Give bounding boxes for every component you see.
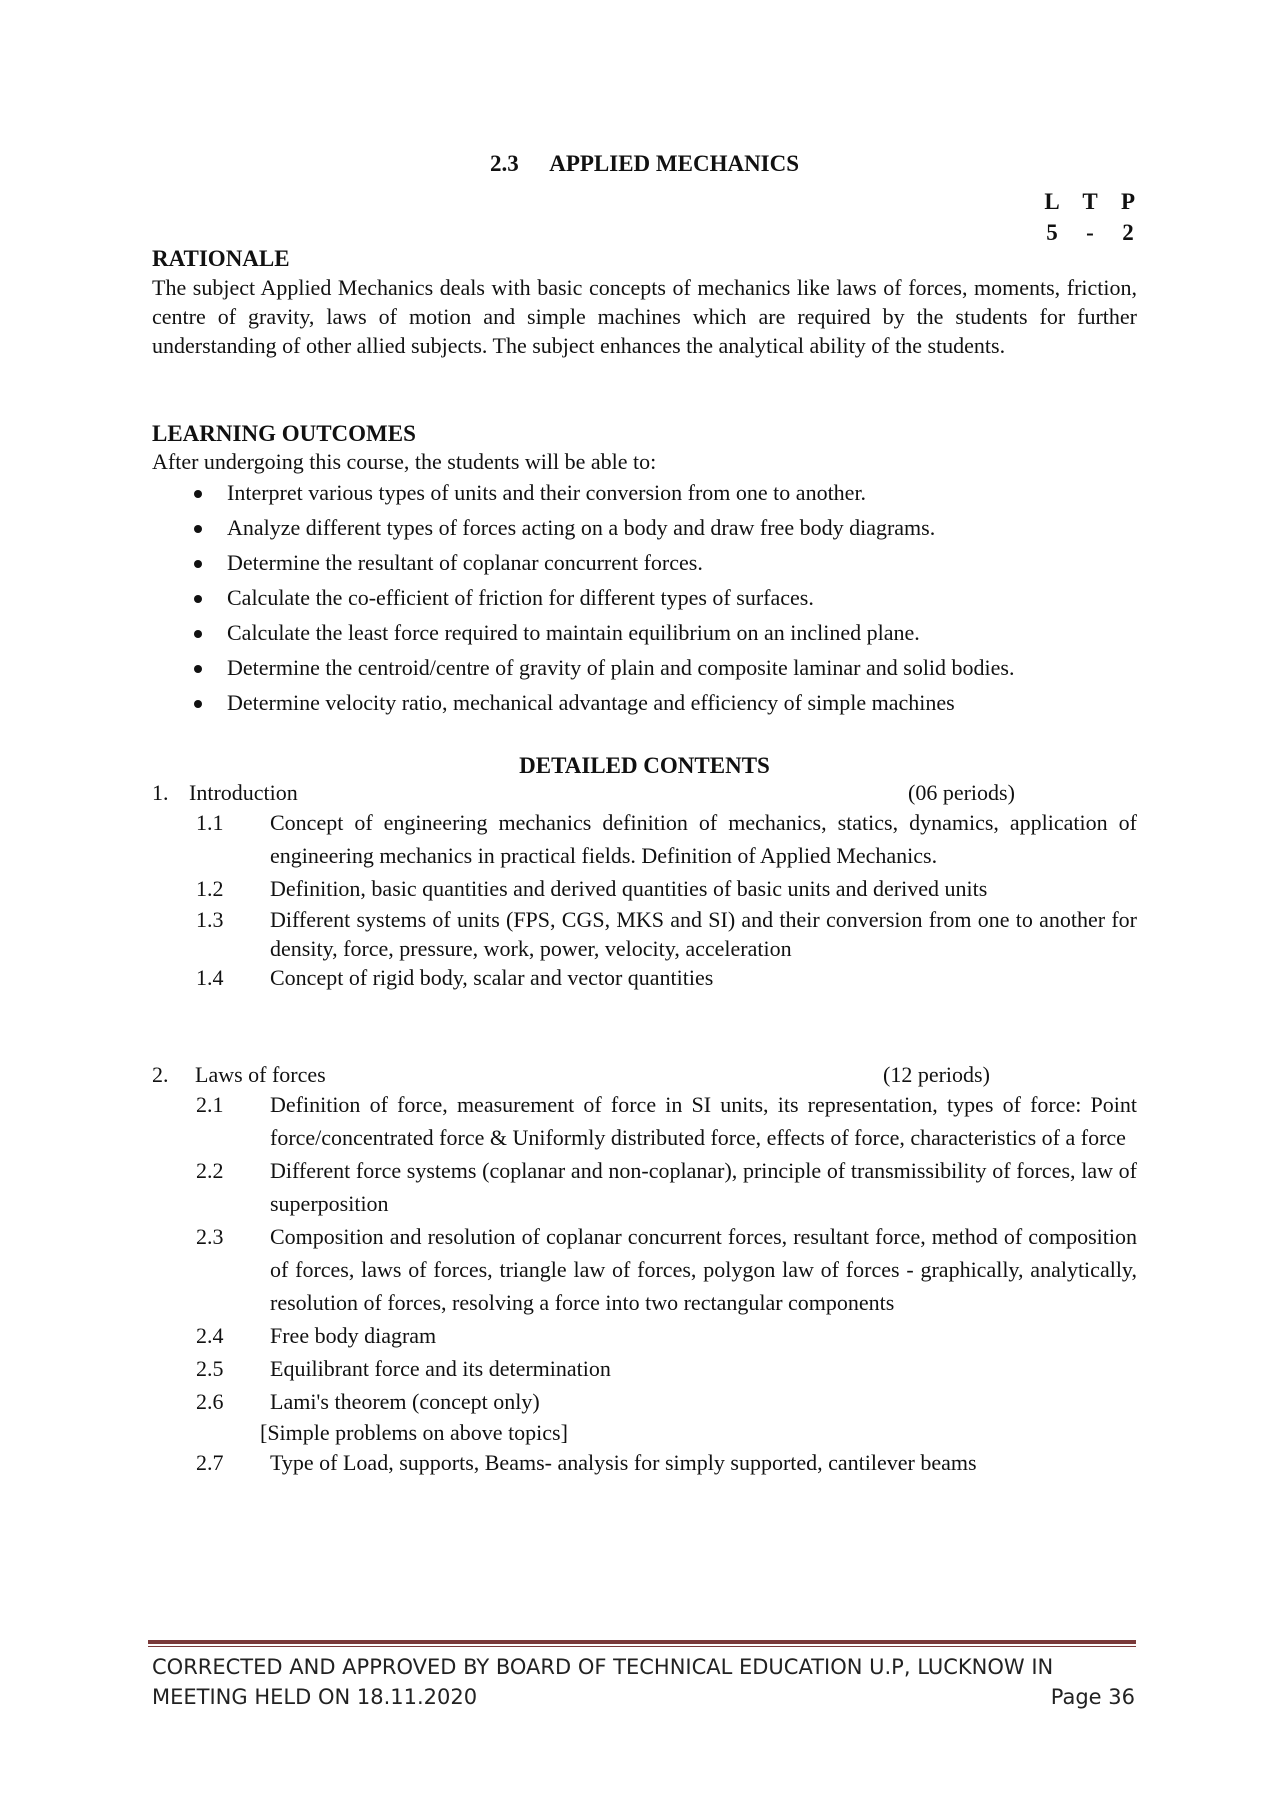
topic-note: [Simple problems on above topics] bbox=[260, 1420, 568, 1445]
unit-number: 2. bbox=[152, 1062, 169, 1087]
topic-number: 1.2 bbox=[196, 876, 224, 901]
topic-item bbox=[152, 1154, 1137, 1220]
bullet-icon bbox=[194, 595, 202, 603]
topic-number: 2.3 bbox=[196, 1224, 224, 1249]
list-item bbox=[152, 688, 1137, 723]
topic-text: Equilibrant force and its determination bbox=[270, 1356, 611, 1381]
topic-number: 2.2 bbox=[196, 1158, 224, 1183]
unit-1-items bbox=[152, 806, 1137, 992]
topic-text: Lami's theorem (concept only) bbox=[270, 1389, 540, 1414]
topic-number: 1.1 bbox=[196, 810, 224, 835]
unit-title: Laws of forces bbox=[195, 1062, 326, 1087]
topic-item bbox=[152, 872, 1137, 905]
learning-outcomes-section bbox=[152, 420, 1137, 723]
topic-item bbox=[152, 1319, 1137, 1352]
topic-number: 2.7 bbox=[196, 1450, 224, 1475]
topic-text: Definition, basic quantities and derived quantities of basic units and derived units bbox=[270, 876, 988, 901]
unit-title: Introduction bbox=[189, 780, 298, 805]
topic-text: Different systems of units (FPS, CGS, MKS and SI) and their conversion from one to another for density, force, pressure, work, power, velocity, acceleration bbox=[270, 907, 1137, 961]
topic-item bbox=[152, 905, 1137, 963]
topic-item bbox=[152, 1385, 1137, 1418]
topic-item bbox=[152, 963, 1137, 992]
footer-line-1: CORRECTED AND APPROVED BY BOARD OF TECHNICAL EDUCATION U.P, LUCKNOW IN bbox=[152, 1655, 1054, 1679]
topic-number: 2.5 bbox=[196, 1356, 224, 1381]
page-footer bbox=[152, 1652, 1135, 1712]
outcome-text: Interpret various types of units and their conversion from one to another. bbox=[227, 479, 867, 505]
footer-meeting-date: MEETING HELD ON 18.11.2020 bbox=[152, 1685, 478, 1709]
page-number: Page 36 bbox=[1050, 1685, 1135, 1709]
footer-line-2 bbox=[152, 1682, 1135, 1712]
learning-outcomes-heading: LEARNING OUTCOMES bbox=[152, 421, 416, 446]
topic-item bbox=[152, 1352, 1137, 1385]
topic-text: Different force systems (coplanar and non-coplanar), principle of transmissibility of forces, law of superposition bbox=[270, 1158, 1137, 1216]
topic-number: 2.4 bbox=[196, 1323, 224, 1348]
rationale-section bbox=[152, 245, 1137, 360]
rationale-text: The subject Applied Mechanics deals with basic concepts of mechanics like laws of forces, moments, friction, centre of gravity, laws of motion and simple machines which are required by the students for further understanding of other allied subjects. The subject enhances the analytical ability of the students. bbox=[152, 274, 1137, 358]
unit-periods: (06 periods) bbox=[908, 780, 1015, 805]
ltp-label-l: L bbox=[1044, 189, 1060, 214]
ltp-table bbox=[1043, 188, 1137, 246]
bullet-icon bbox=[194, 630, 202, 638]
topic-item bbox=[152, 1220, 1137, 1319]
list-item bbox=[152, 548, 1137, 583]
rationale-heading: RATIONALE bbox=[152, 246, 290, 271]
list-item bbox=[152, 583, 1137, 618]
bullet-icon bbox=[194, 700, 202, 708]
topic-number: 1.4 bbox=[196, 965, 224, 990]
footer-divider-thin bbox=[148, 1646, 1136, 1647]
topic-text: Type of Load, supports, Beams- analysis for simply supported, cantilever beams bbox=[270, 1450, 977, 1475]
topic-text: Composition and resolution of coplanar concurrent forces, resultant force, method of composition of forces, laws of forces, triangle law of forces, polygon law of forces - graphically, analytically, resolution of forces, resolving a force into two rectangular components bbox=[270, 1224, 1137, 1315]
bullet-icon bbox=[194, 665, 202, 673]
topic-item bbox=[152, 1448, 1137, 1477]
topic-text: Concept of rigid body, scalar and vector quantities bbox=[270, 965, 714, 990]
bullet-icon bbox=[194, 490, 202, 498]
unit-2-heading bbox=[152, 1062, 1137, 1090]
list-item bbox=[152, 513, 1137, 548]
ltp-value-t: - bbox=[1086, 219, 1094, 245]
list-item bbox=[152, 478, 1137, 513]
section-number: 2.3 bbox=[489, 151, 519, 176]
outcome-text: Analyze different types of forces acting on a body and draw free body diagrams. bbox=[227, 514, 936, 540]
topic-number: 1.3 bbox=[196, 907, 224, 932]
bullet-icon bbox=[194, 560, 202, 568]
topic-text: Concept of engineering mechanics definition of mechanics, statics, dynamics, application of engineering mechanics in practical fields. Definition of Applied Mechanics. bbox=[270, 810, 1137, 868]
topic-item bbox=[152, 806, 1137, 872]
footer-divider bbox=[148, 1640, 1136, 1647]
footer-divider-thick bbox=[148, 1640, 1136, 1644]
topic-text: Definition of force, measurement of force in SI units, its representation, types of force: Point force/concentrated force & Uniformly distributed force, effects of force, characteristics of a force bbox=[270, 1092, 1137, 1150]
ltp-label-t: T bbox=[1082, 189, 1098, 214]
bullet-icon bbox=[194, 525, 202, 533]
topic-number: 2.1 bbox=[196, 1092, 224, 1117]
ltp-value-l: 5 bbox=[1046, 219, 1058, 245]
list-item bbox=[152, 618, 1137, 653]
unit-1-heading bbox=[152, 780, 1137, 808]
outcome-text: Calculate the co-efficient of friction for different types of surfaces. bbox=[227, 584, 814, 610]
topic-item bbox=[152, 1088, 1137, 1154]
list-item bbox=[152, 653, 1137, 688]
unit-2-items bbox=[152, 1088, 1137, 1477]
course-title bbox=[152, 150, 1137, 178]
topic-text: Free body diagram bbox=[270, 1323, 437, 1348]
document-page bbox=[152, 0, 1137, 1801]
learning-outcomes-intro: After undergoing this course, the students will be able to: bbox=[152, 448, 657, 474]
learning-outcomes-list bbox=[152, 478, 1137, 723]
ltp-values bbox=[1043, 219, 1137, 247]
ltp-value-p: 2 bbox=[1122, 219, 1134, 245]
unit-periods: (12 periods) bbox=[883, 1062, 990, 1087]
detailed-contents-heading: DETAILED CONTENTS bbox=[519, 753, 770, 778]
outcome-text: Determine velocity ratio, mechanical advantage and efficiency of simple machines bbox=[227, 689, 955, 715]
course-name: APPLIED MECHANICS bbox=[549, 151, 800, 176]
outcome-text: Determine the centroid/centre of gravity of plain and composite laminar and solid bodies. bbox=[227, 654, 1015, 680]
topic-number: 2.6 bbox=[196, 1389, 224, 1414]
unit-number: 1. bbox=[152, 780, 169, 805]
outcome-text: Calculate the least force required to maintain equilibrium on an inclined plane. bbox=[227, 619, 920, 645]
ltp-labels bbox=[1043, 188, 1137, 216]
ltp-label-p: P bbox=[1120, 189, 1136, 214]
outcome-text: Determine the resultant of coplanar concurrent forces. bbox=[227, 549, 703, 575]
